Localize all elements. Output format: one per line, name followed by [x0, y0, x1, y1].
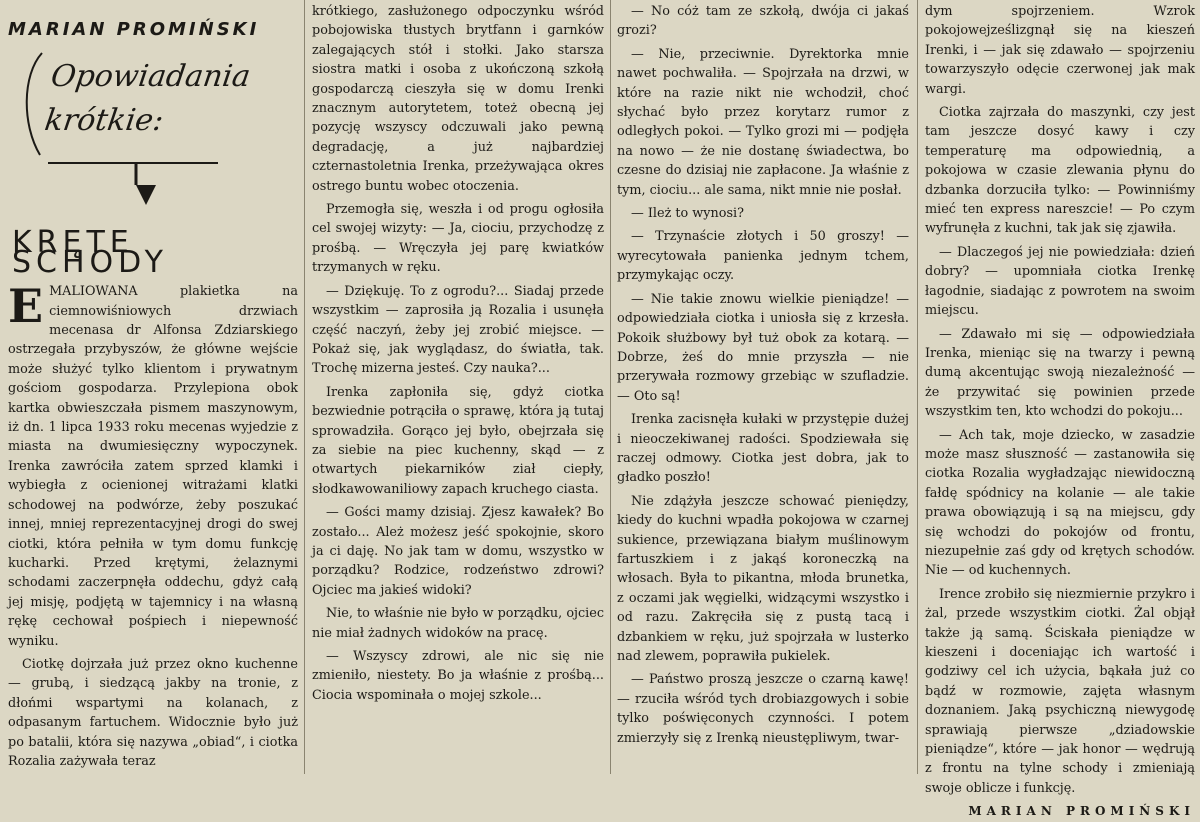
paragraph: Ciotkę dojrzała już przez okno kuchenne — grubą, i siedzącą jakby na tronie, z dłońmi wspartymi na kolanach, z odpasanym fartuchem. Widocznie było już po batalii, która się nazywa „obiad“, i ciotka Rozalia zażywała teraz	[8, 656, 298, 769]
series-title: Opowiadania krótkie:	[42, 59, 253, 139]
drop-cap: E	[8, 279, 44, 334]
column-2	[312, 2, 604, 776]
paragraph: — Zdawało mi się — odpowiedziała Irenka, mieniąc się na twarzy i pewną dumą akcentując swoją niezależność — że przywitać się powinien przede wszystkim ten, kto wchodzi do pokoju...	[925, 326, 1195, 420]
paragraph: krótkiego, zasłużonego odpoczynku wśród pobojowiska tłustych brytfann i garnków zalegających stół i stołki. Jako starsza siostra matki i osoba z ukończoną szkołą gospodarczą cieszyła się w domu Irenki znacznym autorytetem, toteż obecną jej pozycję wszyscy odczuwali jako pewną degradację, a już najbardziej czternastoletnia Irenka, przeżywająca okres ostrego buntu wobec otoczenia.	[312, 4, 604, 194]
column-divider	[610, 0, 611, 774]
paragraph: — Nie, przeciwnie. Dyrektorka mnie nawet pochwaliła. — Spojrzała na drzwi, w które na razie nikt nie wchodził, choć słychać było przez korytarz rumor z odległych pokoi. — Tylko grozi mi — podjęła na nowo — że nie dostanę świadectwa, bo czesne do dzisiaj nie zapłacone. Ja właśnie z tym, ciociu... ale sama, nikt mnie nie posłał.	[617, 46, 909, 198]
column-4	[925, 2, 1195, 819]
paragraph: dym spojrzeniem. Wzrok pokojowejześlizgnął się na kieszeń Irenki, i — jak się zdawało — spojrzeniu towarzyszyło odęcie czerwonej jak mak wargi.	[925, 4, 1195, 97]
column-1	[8, 0, 298, 774]
story-title: KRĘTE SCHODY	[12, 225, 168, 280]
paragraph-text: MALIOWANA plakietka na ciemnowiśniowych drzwiach mecenasa dr Alfonsa Zdziarskiego ostrzegała przybyszów, że główne wejście może służyć tylko klientom i prywatnym gościom gospodarza. Przylepiona obok kartka obwieszczała pismem maszynowym, iż dn. 1 lipca 1933 roku mecenas wyjedzie z miasta na dwumiesięczny wypoczynek. Irenka zawróciła zatem sprzed klamki i wybiegła z ocienionej witrażami klatki schodowej na podwórze, żeby poszukać innej, mniej reprezentacyjnej drogi do swej ciotki, która pełniła w tym domu funkcję kucharki. Przed krętymi, żelaznymi schodami zaczerpnęła oddechu, gdyż całą jej misję, podjętą w tajemnicy i na własną rękę cechował pośpiech i niepewność wyniku.	[8, 284, 298, 649]
paragraph: Przemogła się, weszła i od progu ogłosiła cel swojej wizyty: — Ja, ciociu, przychodzę z prośbą. — Wręczyła jej parę kwiatków trzymanych w ręku.	[312, 202, 604, 276]
paragraph: Ciotka zajrzała do maszynki, czy jest tam jeszcze dosyć kawy i czy temperaturę ma odpowiednią, a pokojowa w czasie zlewania płynu do dzbanka dorzuciła tylko: — Powinniśmy mieć ten express nareszcie! — Po czym wyfrunęła z kuchni, tak jak się zjawiła.	[925, 105, 1195, 237]
paragraph: Irenka zacisnęła kułaki w przystępie dużej i nieoczekiwanej radości. Spodziewała się raczej odmowy. Ciotka jest dobra, jak to gładko poszło!	[617, 412, 909, 486]
paragraph: Irence zrobiło się niezmiernie przykro i żal, przede wszystkim ciotki. Żal objął także ją samą. Ściskała pieniądze w kieszeni i doceniając ich wartość i godziwy cel ich użycia, bąkała już co bądź w rozmowie, zajęta własnym doznaniem. Jaką psychiczną niewygodę sprawiają pierwsze „dziadowskie pieniądze“, które — jak honor — wędrują z frontu na tylne schody i zmieniają swoje oblicze i funkcję.	[925, 586, 1195, 796]
paragraph: — Dziękuję. To z ogrodu?... Siadaj przede wszystkim — zaprosiła ją Rozalia i usunęła część naczyń, żeby jej zrobić miejsce. — Pokaż się, jak wyglądasz, do światła, tak. Trochę mizerna jesteś. Czy nauka?...	[312, 283, 604, 377]
paragraph: — Ach tak, moje dziecko, w zasadzie może masz słuszność — zastanowiła się ciotka Rozalia wygładzając niewidoczną fałdę spódnicy na kolanie — ale takie prawa obowiązują i są na miejscu, gdy się wchodzi do pokojów od frontu, niezupełnie zaś gdy od krętych schodów. Nie — od kuchennych.	[925, 427, 1195, 579]
paragraph: Nie, to właśnie nie było w porządku, ojciec nie miał żadnych widoków na pracę.	[312, 606, 604, 641]
paragraph-opening	[8, 279, 298, 651]
column-3	[617, 2, 909, 776]
paragraph: — Wszyscy zdrowi, ale nic się nie zmieniło, niestety. Bo ja właśnie z prośbą... Ciocia wspominała o mojej szkole...	[312, 649, 604, 703]
paragraph: — No cóż tam ze szkołą, dwója ci jakaś grozi?	[617, 4, 909, 39]
column-divider	[304, 0, 305, 774]
down-arrow-icon	[136, 185, 156, 205]
paragraph: — Trzynaście złotych i 50 groszy! — wyrecytowała panienka jednym tchem, przymykając oczy.	[617, 229, 909, 284]
paragraph: — Dlaczegoś jej nie powiedziała: dzień dobry? — upomniała ciotka Irenkę łagodnie, siadając z powrotem na swoim miejscu.	[925, 244, 1195, 319]
paragraph: — Nie takie znowu wielkie pieniądze! — odpowiedziała ciotka i uniosła się z krzesła. Pokoik służbowy był tuż obok za kotarą. — Dobrze, żeś do mnie przyszła — nie przerywała rozmowy grzebiąc w szufladzie. — Oto są!	[617, 291, 909, 404]
author-heading: MARIAN PROMIŃSKI	[8, 19, 260, 40]
paragraph: — Gości mamy dzisiaj. Zjesz kawałek? Bo zostało... Ależ możesz jeść spokojnie, skoro ja ci daję. No jak tam w domu, wszystko w porządku? Rodzice, rodzeństwo zdrowi? Ojciec ma jakieś widoki?	[312, 505, 604, 598]
author-signature: MARIAN PROMIŃSKI	[968, 804, 1195, 819]
paragraph: Nie zdążyła jeszcze schować pieniędzy, kiedy do kuchni wpadła pokojowa w czarnej sukience, przewiązana białym muślinowym fartuszkiem i z jakąś koroneczką na włosach. Była to pikantna, młoda brunetka, z oczami jak węgielki, widzącymi wszystko i od razu. Zakręciła się z pustą tacą i dzbankiem w ręku, już spojrzała w lusterko nad zlewem, poprawiła pukielek.	[617, 493, 909, 664]
paragraph: — Ileż to wynosi?	[631, 206, 744, 222]
series-logo	[18, 45, 253, 185]
column-divider	[917, 0, 918, 774]
paragraph: — Państwo proszą jeszcze o czarną kawę! — rzuciła wśród tych drobiazgowych i sobie tylko poświęconych czynności. I potem zmierzyły się z Irenką nieustępliwym, twar-	[617, 672, 909, 746]
paragraph: Irenka zapłoniła się, gdyż ciotka bezwiednie potrąciła o sprawę, która ją tutaj sprowadziła. Gorąco jej było, obejrzała się za siebie na piec kuchenny, skąd — z otwartych piekarników ział ciepły, słodkawowaniliowy zapach kruchego ciasta.	[312, 384, 604, 497]
